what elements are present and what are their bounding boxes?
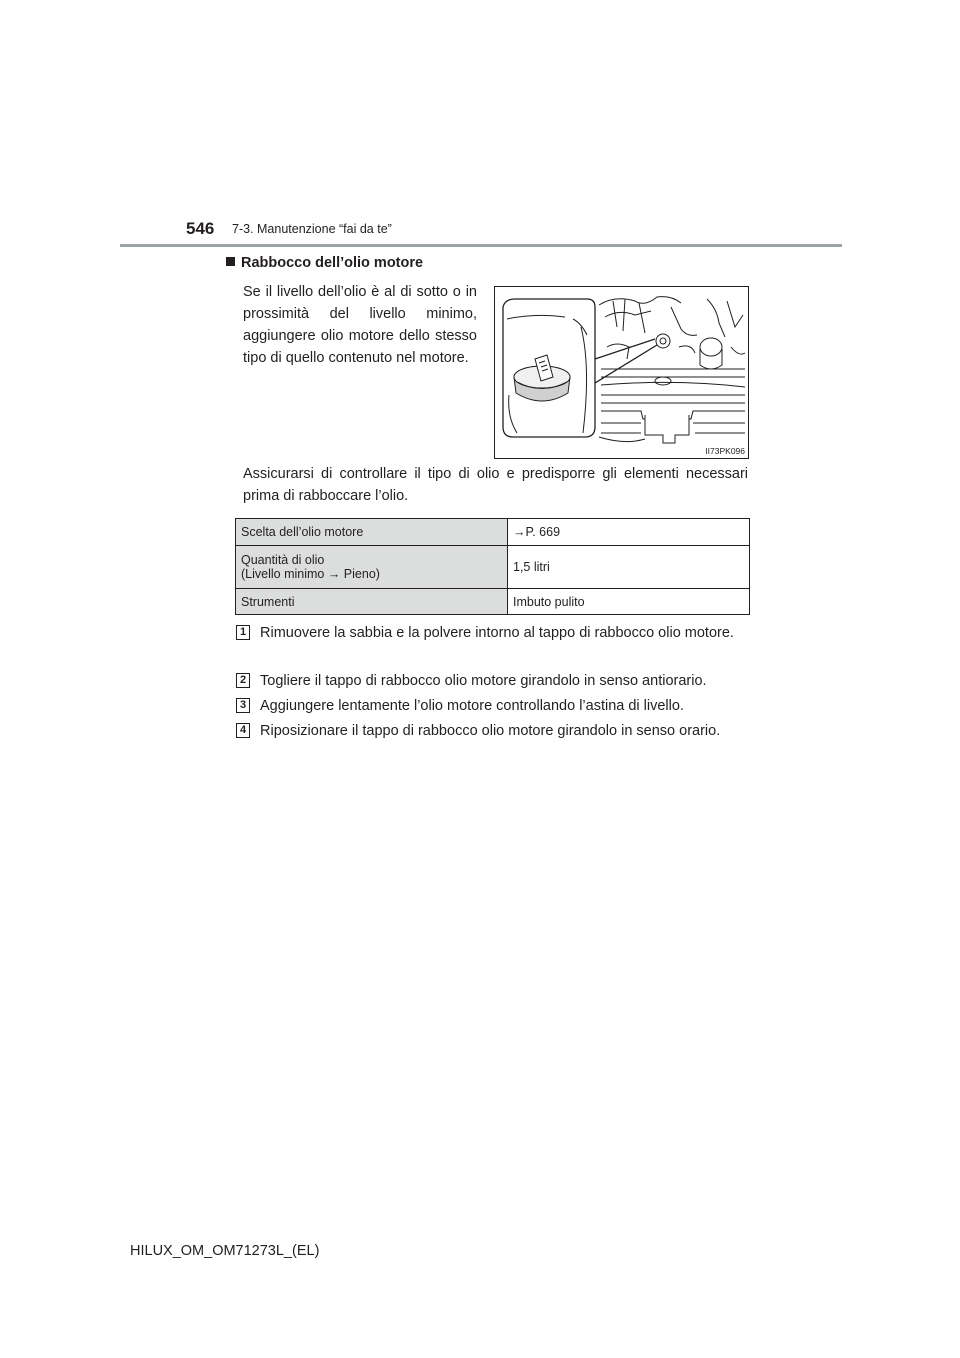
engine-bay-drawing bbox=[495, 287, 749, 459]
intro-paragraph: Se il livello dell’olio è al di sotto o in prossimità del livello minimo, aggiungere olio motore dello stesso tipo di quello contenuto nel motore. bbox=[243, 284, 477, 366]
chapter-title: 7-3. Manutenzione “fai da te” bbox=[232, 222, 392, 236]
engine-oil-cap-illustration bbox=[494, 286, 749, 459]
figure-code: II73PK096 bbox=[705, 446, 745, 456]
step-text: Aggiungere lentamente l’olio motore controllando l’astina di livello. bbox=[260, 698, 684, 714]
table-label bbox=[236, 546, 508, 589]
step-text: Togliere il tappo di rabbocco olio motore girandolo in senso antiorario. bbox=[260, 673, 707, 689]
table-value: 1,5 litri bbox=[508, 546, 750, 589]
step-number: 1 bbox=[236, 625, 250, 640]
table-label-line: Quantità di olio bbox=[241, 553, 325, 567]
table-row bbox=[236, 546, 750, 589]
step-number: 4 bbox=[236, 723, 250, 738]
oil-specs-table bbox=[235, 518, 750, 615]
section-heading bbox=[226, 255, 423, 271]
page-number: 546 bbox=[186, 219, 215, 238]
header-divider bbox=[120, 244, 842, 247]
step-number: 3 bbox=[236, 698, 250, 713]
table-value: →P. 669 bbox=[508, 519, 750, 546]
step-number: 2 bbox=[236, 673, 250, 688]
table-row bbox=[236, 589, 750, 615]
step-text: Rimuovere la sabbia e la polvere intorno al tappo di rabbocco olio motore. bbox=[260, 625, 734, 641]
footer-code: HILUX_OM_OM71273L_(EL) bbox=[130, 1243, 320, 1259]
table-value: Imbuto pulito bbox=[508, 589, 750, 615]
section-heading-text: Rabbocco dell’olio motore bbox=[241, 255, 424, 271]
square-bullet-icon bbox=[226, 257, 235, 266]
table-row bbox=[236, 519, 750, 546]
step-text: Riposizionare il tappo di rabbocco olio motore girandolo in senso orario. bbox=[260, 723, 721, 739]
table-label: Strumenti bbox=[236, 589, 508, 615]
table-label: Scelta dell’olio motore bbox=[236, 519, 508, 546]
note-paragraph: Assicurarsi di controllare il tipo di olio e predisporre gli elementi necessari prima di rabboccare l’olio. bbox=[243, 466, 748, 504]
table-label-line: (Livello minimo → Pieno) bbox=[241, 567, 380, 581]
